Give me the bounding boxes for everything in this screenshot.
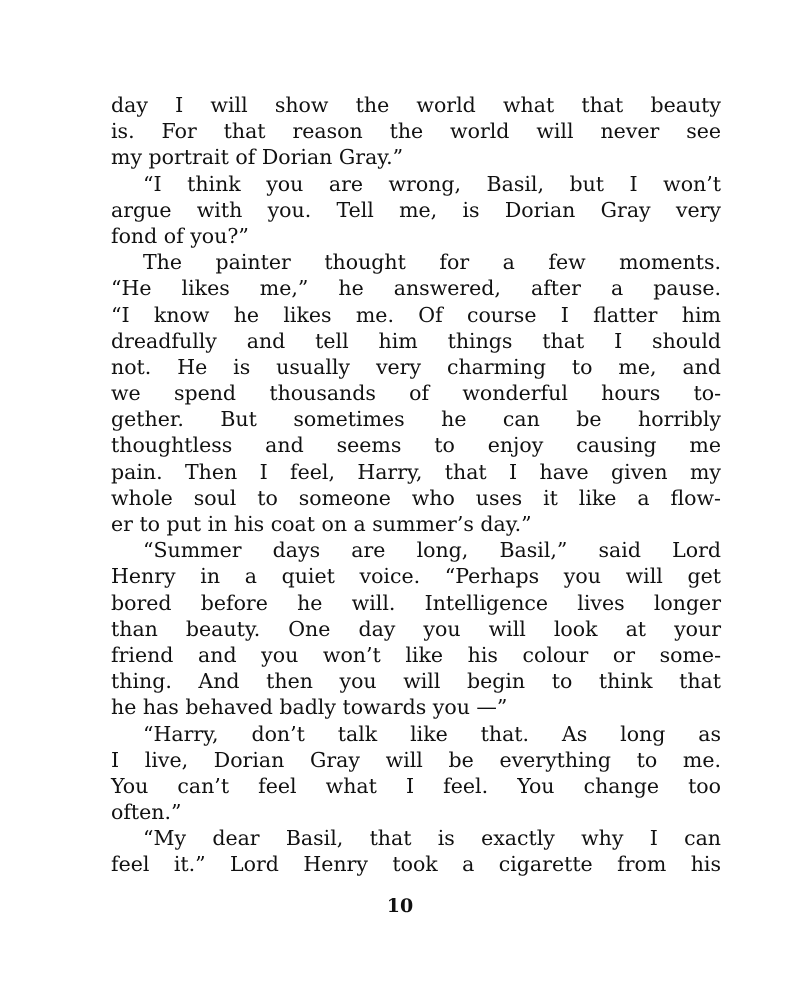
text-line: er to put in his coat on a summer’s day.” xyxy=(111,512,532,536)
text-line: friend and you won’t like his colour or some- xyxy=(111,642,721,667)
text-line: not. He is usually very charming to me, and xyxy=(111,354,721,379)
text-line: dreadfully and tell him things that I should xyxy=(111,328,721,353)
text-line: Henry in a quiet voice. “Perhaps you will get xyxy=(111,564,721,589)
text-line: I live, Dorian Gray will be everything to me. xyxy=(111,747,721,772)
text-line: The painter thought for a few moments. xyxy=(143,250,721,275)
text-line: “I know he likes me. Of course I flatter him xyxy=(111,302,721,327)
text-line: “I think you are wrong, Basil, but I won’t xyxy=(143,171,721,196)
text-line: often.” xyxy=(111,800,182,825)
text-line: is. For that reason the world will never see xyxy=(111,119,721,144)
text-line: feel it.” Lord Henry took a cigarette from his xyxy=(111,852,721,877)
text-line: whole soul to someone who uses it like a flow- xyxy=(111,485,721,510)
text-line: “Summer days are long, Basil,” said Lord xyxy=(143,538,721,563)
text-line: “He likes me,” he answered, after a pause. xyxy=(111,276,721,301)
text-line: “Harry, don’t talk like that. As long as xyxy=(143,721,721,746)
text-line: he has behaved badly towards you —” xyxy=(111,695,508,720)
text-line: than beauty. One day you will look at your xyxy=(111,616,721,641)
text-line: day I will show the world what that beauty xyxy=(111,93,721,117)
text-line: gether. But sometimes he can be horribly xyxy=(111,407,721,432)
body-text xyxy=(111,92,721,878)
text-line: thing. And then you will begin to think that xyxy=(111,669,721,694)
text-line: thoughtless and seems to enjoy causing me xyxy=(111,433,721,458)
text-line: argue with you. Tell me, is Dorian Gray very xyxy=(111,197,721,222)
text-line: we spend thousands of wonderful hours to- xyxy=(111,381,721,406)
text-line: bored before he will. Intelligence lives longer xyxy=(111,590,721,615)
text-line: You can’t feel what I feel. You change too xyxy=(111,773,721,798)
page-number: 10 xyxy=(386,895,414,917)
text-line: pain. Then I feel, Harry, that I have given my xyxy=(111,459,721,484)
text-line: my portrait of Dorian Gray.” xyxy=(111,145,404,170)
text-line: “My dear Basil, that is exactly why I can xyxy=(143,826,721,851)
text-line: fond of you?” xyxy=(111,223,249,248)
